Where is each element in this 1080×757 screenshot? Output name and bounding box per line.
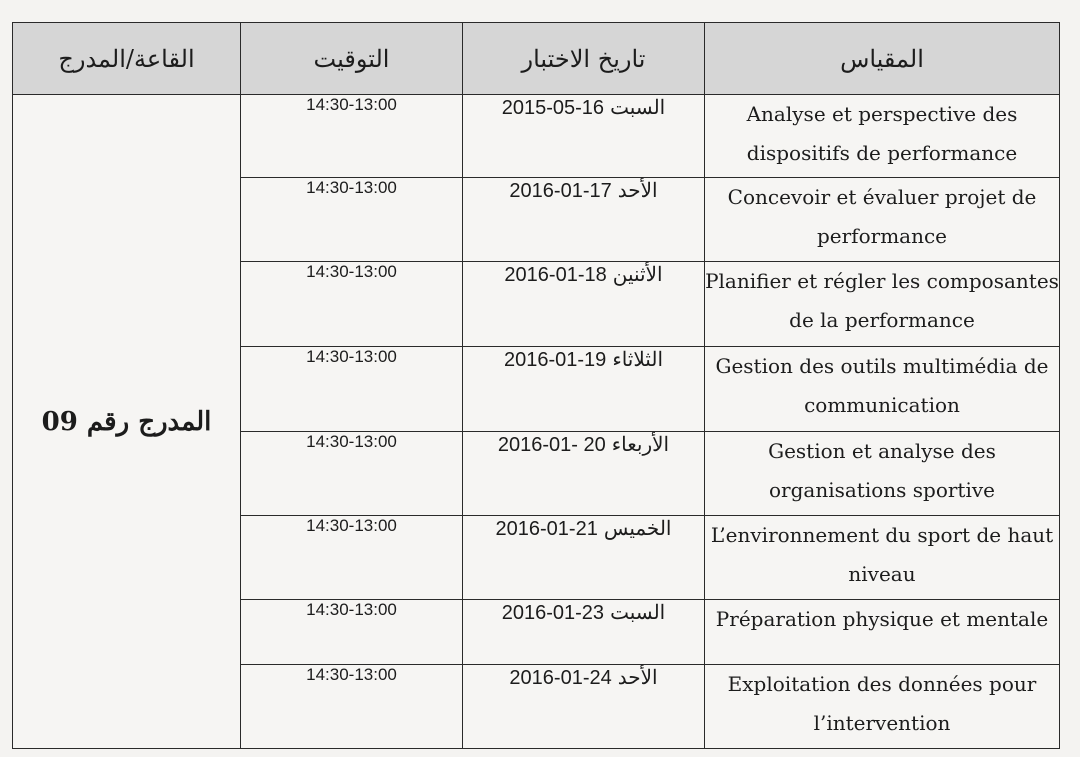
subject-cell: Gestion des outils multimédia de communication — [705, 347, 1060, 432]
day-name: السبت — [610, 600, 666, 624]
date-cell — [463, 600, 705, 665]
date-cell — [463, 665, 705, 749]
time-cell: 14:30-13:00 — [241, 600, 463, 665]
day-name: الأثنين — [612, 262, 663, 286]
day-name: الأربعاء — [611, 432, 670, 456]
day-name: السبت — [610, 95, 666, 119]
date-value: 2016-01-24 — [509, 667, 612, 689]
date-value: 2016-01-21 — [495, 518, 598, 540]
day-name: الأحد — [617, 178, 658, 202]
date-value: 2016-01-17 — [509, 180, 612, 202]
subject-cell: Planifier et régler les composantes de la performance — [705, 262, 1060, 347]
header-date: تاريخ الاختبار — [463, 23, 705, 95]
exam-schedule-table — [12, 22, 1060, 749]
time-cell: 14:30-13:00 — [241, 95, 463, 178]
subject-cell: Gestion et analyse des organisations sportive — [705, 432, 1060, 516]
date-cell — [463, 347, 705, 432]
time-cell: 14:30-13:00 — [241, 516, 463, 600]
header-subject: المقياس — [705, 23, 1060, 95]
table-row — [13, 95, 1060, 178]
header-hall: القاعة/المدرج — [13, 23, 241, 95]
subject-cell: Concevoir et évaluer projet de performance — [705, 178, 1060, 262]
date-cell — [463, 262, 705, 347]
day-name: الثلاثاء — [612, 347, 663, 371]
date-cell — [463, 432, 705, 516]
subject-cell: L’environnement du sport de haut niveau — [705, 516, 1060, 600]
table-header-row — [13, 23, 1060, 95]
day-name: الأحد — [617, 665, 658, 689]
date-cell — [463, 178, 705, 262]
header-time: التوقيت — [241, 23, 463, 95]
time-cell: 14:30-13:00 — [241, 262, 463, 347]
date-cell — [463, 95, 705, 178]
subject-cell: Préparation physique et mentale — [705, 600, 1060, 665]
time-cell: 14:30-13:00 — [241, 665, 463, 749]
day-name: الخميس — [603, 516, 672, 540]
date-value: 2016-01-18 — [504, 264, 607, 286]
hall-cell: المدرج رقم 09 — [13, 95, 241, 749]
subject-cell: Exploitation des données pour l’intervention — [705, 665, 1060, 749]
date-value: 2016-01-19 — [504, 349, 607, 371]
time-cell: 14:30-13:00 — [241, 347, 463, 432]
date-value: 2016-01- 20 — [497, 434, 606, 456]
date-value: 2015-05-16 — [501, 97, 605, 119]
date-value: 2016-01-23 — [501, 602, 605, 624]
time-cell: 14:30-13:00 — [241, 432, 463, 516]
time-cell: 14:30-13:00 — [241, 178, 463, 262]
date-cell — [463, 516, 705, 600]
subject-cell: Analyse et perspective des dispositifs de performance — [705, 95, 1060, 178]
